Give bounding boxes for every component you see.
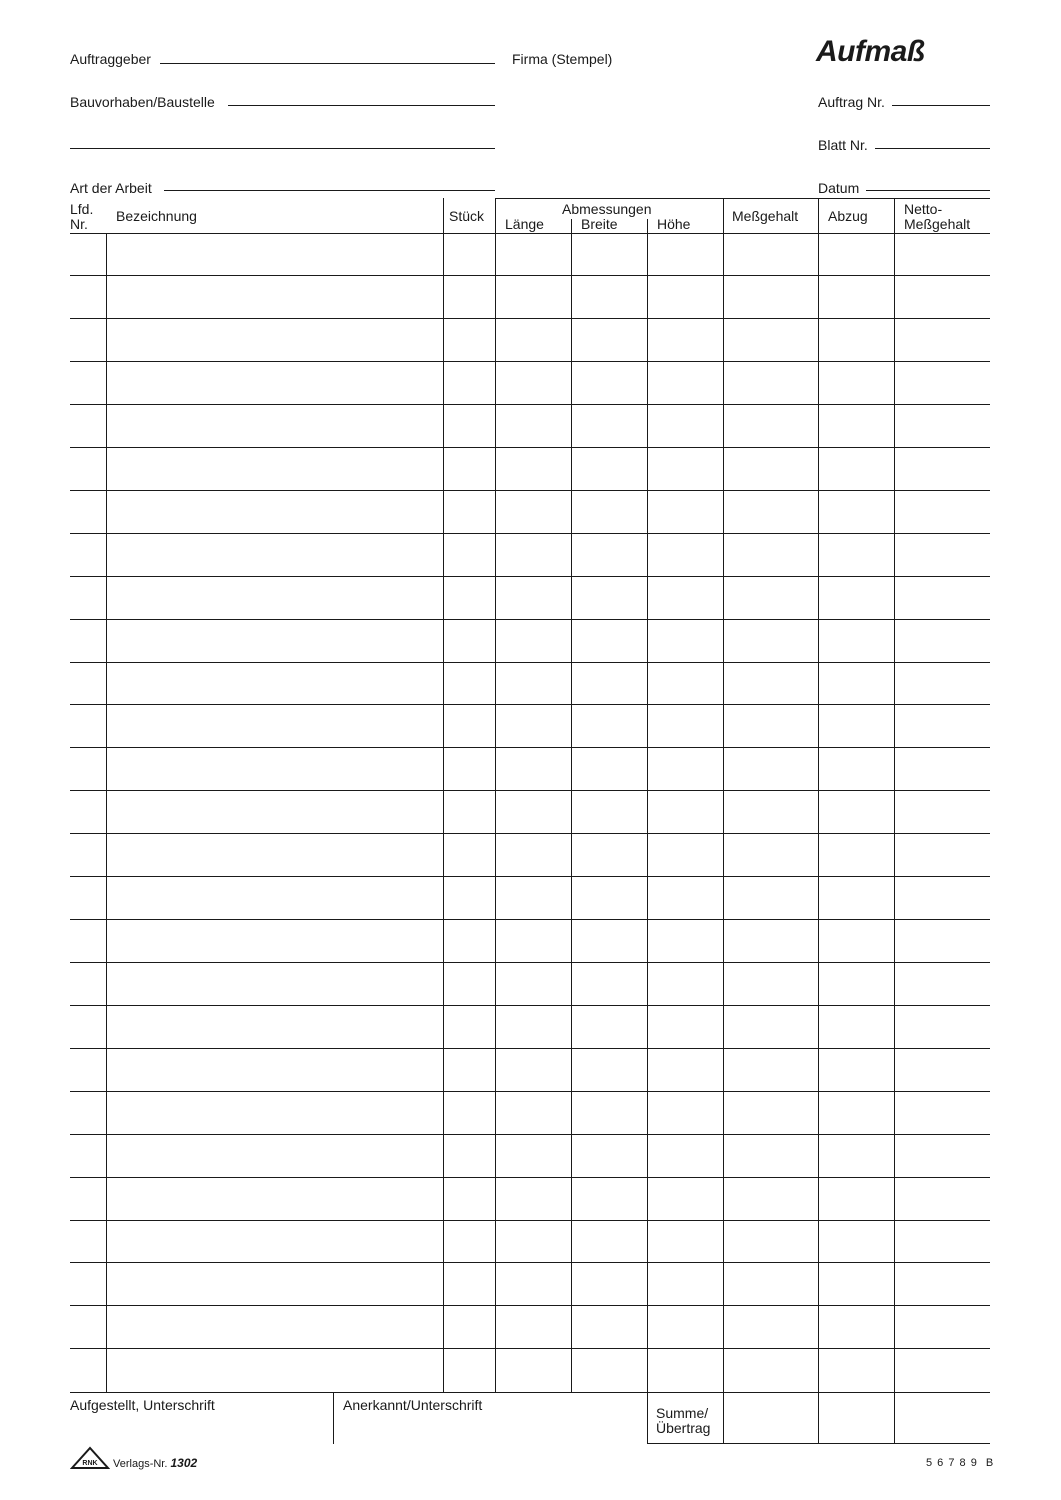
anerkannt-signature-field[interactable]: [343, 1415, 643, 1441]
table-row[interactable]: [70, 1049, 990, 1092]
publisher-logo-icon: [70, 1446, 110, 1470]
row-rule: [70, 1348, 990, 1349]
table-row[interactable]: [70, 533, 990, 576]
row-rule: [70, 833, 990, 834]
table-row[interactable]: [70, 1263, 990, 1306]
header-divider-breite: [571, 219, 572, 233]
header-laenge: Länge: [505, 216, 544, 232]
header-abmessungen: Abmessungen: [562, 201, 652, 217]
table-row[interactable]: [70, 1006, 990, 1049]
uebertrag-label: Übertrag: [656, 1420, 711, 1436]
header-breite: Breite: [581, 216, 618, 232]
header-abzug: Abzug: [828, 208, 868, 224]
bauvorhaben-second-line[interactable]: [70, 148, 495, 149]
table-row[interactable]: [70, 705, 990, 748]
firma-stempel-label: Firma (Stempel): [512, 51, 613, 67]
table-row[interactable]: [70, 1177, 990, 1220]
table-bottom-rule: [70, 1392, 990, 1393]
table-row[interactable]: [70, 748, 990, 791]
table-row[interactable]: [70, 405, 990, 448]
verlag-nr: [113, 1456, 197, 1470]
header-hoehe: Höhe: [657, 216, 691, 232]
row-rule: [70, 447, 990, 448]
table-row[interactable]: [70, 448, 990, 491]
row-rule: [70, 576, 990, 577]
table-row[interactable]: [70, 619, 990, 662]
signature-divider: [333, 1392, 334, 1444]
table-row[interactable]: [70, 1220, 990, 1263]
blatt-nr-label: Blatt Nr.: [818, 137, 868, 153]
table-row[interactable]: [70, 576, 990, 619]
row-rule: [70, 404, 990, 405]
datum-label: Datum: [818, 180, 860, 196]
table-row[interactable]: [70, 233, 990, 276]
header-top-rule: [495, 198, 990, 199]
header-messgehalt: Meßgehalt: [732, 208, 799, 224]
row-rule: [70, 533, 990, 534]
table-row[interactable]: [70, 834, 990, 877]
table-row[interactable]: [70, 963, 990, 1006]
header-lfd: Lfd.: [70, 201, 94, 217]
bauvorhaben-input-line[interactable]: [228, 105, 495, 106]
form-title: Aufmaß: [816, 35, 925, 68]
summe-messgehalt-cell[interactable]: [725, 1394, 817, 1442]
row-rule: [70, 619, 990, 620]
row-rule: [70, 1005, 990, 1006]
row-rule: [70, 1220, 990, 1221]
aufgestellt-signature-field[interactable]: [70, 1415, 330, 1441]
header-bezeichnung: Bezeichnung: [116, 208, 197, 224]
auftraggeber-input-line[interactable]: [160, 63, 495, 64]
header-netto: Netto-: [904, 201, 943, 217]
row-rule: [70, 1177, 990, 1178]
row-rule: [70, 490, 990, 491]
row-rule: [70, 1305, 990, 1306]
row-rule: [70, 662, 990, 663]
anerkannt-label: Anerkannt/Unterschrift: [343, 1397, 483, 1413]
row-rule: [70, 1262, 990, 1263]
table-row[interactable]: [70, 1134, 990, 1177]
row-rule: [70, 790, 990, 791]
table-row[interactable]: [70, 791, 990, 834]
row-rule: [70, 962, 990, 963]
table-row[interactable]: [70, 1092, 990, 1135]
table-row[interactable]: [70, 491, 990, 534]
summe-netto-cell[interactable]: [896, 1394, 989, 1442]
row-rule: [70, 704, 990, 705]
header-divider-hoehe: [647, 219, 648, 233]
header-netto-messgehalt: Meßgehalt: [904, 216, 971, 232]
table-row[interactable]: [70, 319, 990, 362]
row-rule: [70, 1048, 990, 1049]
art-der-arbeit-label: Art der Arbeit: [70, 180, 152, 196]
row-rule: [70, 275, 990, 276]
aufgestellt-label: Aufgestellt, Unterschrift: [70, 1397, 215, 1413]
auftrag-nr-input-line[interactable]: [892, 105, 990, 106]
bauvorhaben-label: Bauvorhaben/Baustelle: [70, 94, 215, 110]
header-stueck: Stück: [449, 208, 485, 224]
form-code: 5 6 7 8 9 B: [926, 1457, 995, 1469]
row-rule: [70, 747, 990, 748]
table-row[interactable]: [70, 362, 990, 405]
auftraggeber-label: Auftraggeber: [70, 51, 151, 67]
summe-abzug-cell[interactable]: [820, 1394, 893, 1442]
row-rule: [70, 361, 990, 362]
row-rule: [70, 919, 990, 920]
datum-input-line[interactable]: [866, 190, 990, 191]
table-row[interactable]: [70, 662, 990, 705]
publisher-logo-text: RNK: [82, 1460, 98, 1467]
blatt-nr-input-line[interactable]: [875, 148, 990, 149]
table-row[interactable]: [70, 1306, 990, 1349]
row-rule: [70, 876, 990, 877]
auftrag-nr-label: Auftrag Nr.: [818, 94, 885, 110]
row-rule: [70, 1091, 990, 1092]
table-row[interactable]: [70, 1349, 990, 1392]
table-row[interactable]: [70, 877, 990, 920]
summe-label: Summe/: [656, 1405, 709, 1421]
summe-bottom-rule: [647, 1443, 990, 1444]
table-row[interactable]: [70, 276, 990, 319]
row-rule: [70, 1134, 990, 1135]
row-rule: [70, 318, 990, 319]
publisher-logo: [70, 1446, 110, 1470]
verlag-nr-value: 1302: [170, 1456, 198, 1470]
verlag-nr-label: Verlags-Nr.: [113, 1458, 168, 1470]
header-nr: Nr.: [70, 216, 88, 232]
table-row[interactable]: [70, 920, 990, 963]
art-der-arbeit-input-line[interactable]: [164, 190, 495, 191]
